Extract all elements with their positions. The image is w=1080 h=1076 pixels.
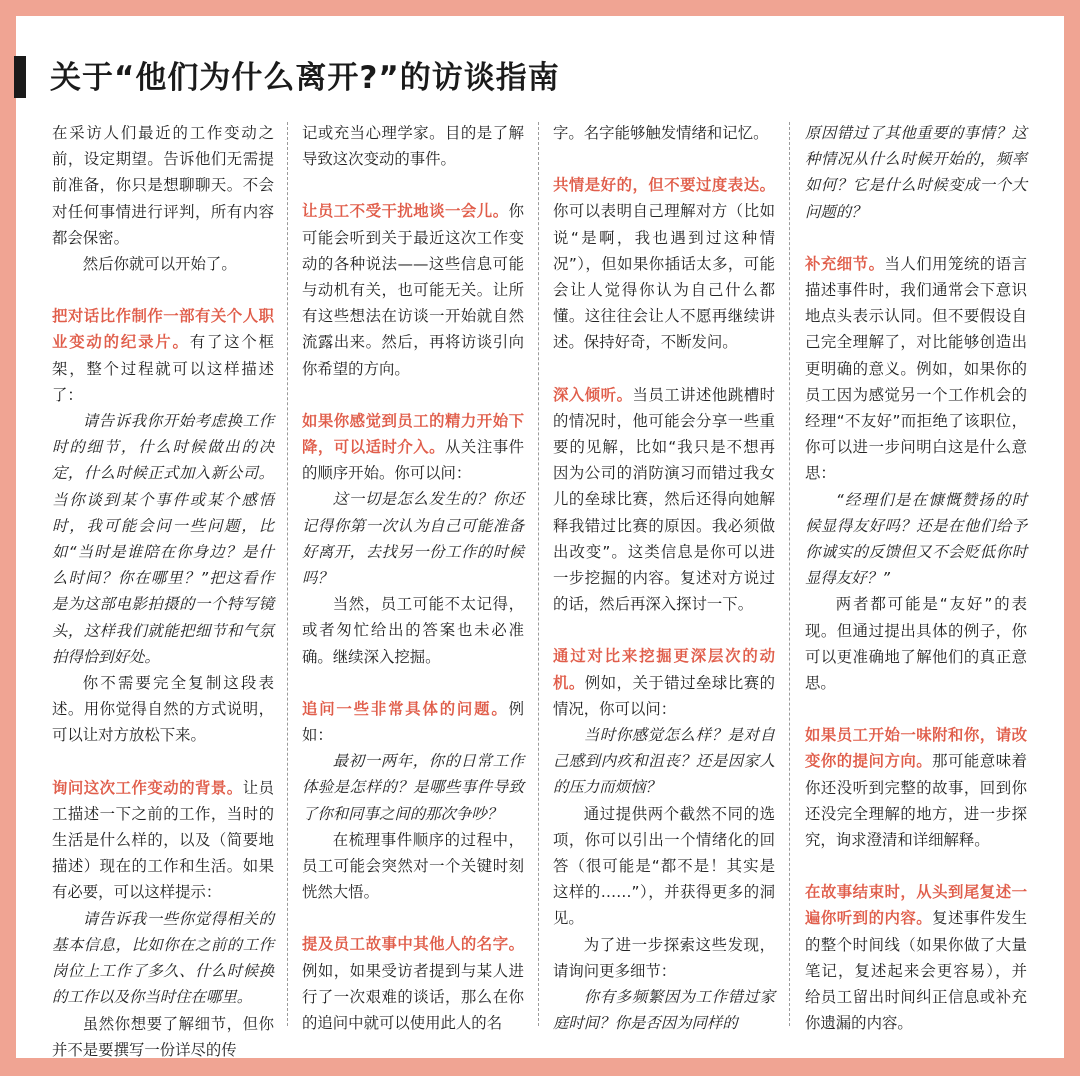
paragraph: 为了进一步探索这些发现，请询问更多细节： [553, 935, 775, 980]
paragraph: 通过提供两个截然不同的选项，你可以引出一个情绪化的回答（很可能是“都不是！其实是这样的……”），并获得更多的洞见。 [553, 804, 775, 928]
column-3 [553, 120, 775, 1037]
example-quote: 你有多频繁因为工作错过家庭时间？你是否因为同样的 [553, 988, 775, 1033]
section-heading: 通过对比来挖掘更深层次的动机。 [553, 647, 775, 692]
paragraph: 深入倾听。当员工讲述他跳槽时的情况时，他可能会分享一些重要的见解，比如“我只是不想再因为公司的消防演习而错过我女儿的垒球比赛，然后还得向她解释我错过比赛的原因。我必须做出改变”。这类信息是你可以进一步挖掘的内容。复述对方说过的话，然后再深入探讨一下。 [553, 385, 775, 614]
paragraph: 把对话比作制作一部有关个人职业变动的纪录片。有了这个框架，整个过程就可以这样描述了： [52, 307, 274, 404]
paragraph: 共情是好的，但不要过度表达。你可以表明自己理解对方（比如说“是啊，我也遇到过这种情况”），但如果你插话太多，可能会让人觉得你认为自己什么都懂。这往往会让人不愿再继续讲述。保持好奇，不断发问。 [553, 176, 775, 352]
section-heading: 让员工不受干扰地谈一会儿。 [302, 202, 509, 221]
paragraph: 补充细节。当人们用笼统的语言描述事件时，我们通常会下意识地点头表示认同。但不要假设自己完全理解了，对比能够创造出更明确的意义。例如，如果你的员工因为感觉另一个工作机会的经理“不友好”而拒绝了该职位，你可以进一步问明白这是什么意思： [805, 254, 1027, 483]
paragraph: 询问这次工作变动的背景。让员工描述一下之前的工作，当时的生活是什么样的，以及（简要地描述）现在的工作和生活。如果有必要，可以这样提示： [52, 778, 274, 902]
column-divider [789, 122, 790, 1026]
section-heading: 如果你感觉到员工的精力开始下降，可以适时介入。 [302, 411, 524, 457]
paragraph: 让员工不受干扰地谈一会儿。你可能会听到关于最近这次工作变动的各种说法——这些信息可能与动机有关，也可能无关。让所有这些想法在访谈一开始就自然流露出来。然后，再将访谈引向你希望的方向。 [302, 202, 524, 378]
example-quote: 原因错过了其他重要的事情？这种情况从什么时候开始的，频率如何？它是什么时候变成一个大问题的？ [805, 124, 1027, 221]
section-heading: 如果员工开始一味附和你，请改变你的提问方向。 [805, 726, 1027, 771]
section-heading: 询问这次工作变动的背景。 [52, 778, 243, 797]
paragraph: 你不需要完全复制这段表述。用你觉得自然的方式说明，可以让对方放松下来。 [52, 674, 274, 745]
column-1 [52, 120, 274, 1063]
page-title: 关于“他们为什么离开?”的访谈指南 [50, 60, 560, 96]
column-divider [538, 122, 539, 1026]
paragraph: 如果你感觉到员工的精力开始下降，可以适时介入。从关注事件的顺序开始。你可以问： [302, 411, 524, 483]
paragraph: 通过对比来挖掘更深层次的动机。例如，关于错过垒球比赛的情况，你可以问： [553, 647, 775, 718]
section-heading: 提及员工故事中其他人的名字。 [302, 935, 524, 954]
paragraph: 虽然你想要了解细节，但你并不是要撰写一份详尽的传 [52, 1014, 274, 1059]
paragraph: 在梳理事件顺序的过程中，员工可能会突然对一个关键时刻恍然大悟。 [302, 830, 524, 902]
example-quote: 这一切是怎么发生的？你还记得你第一次认为自己可能准备好离开，去找另一份工作的时候吗？ [302, 490, 524, 588]
example-quote: 请告诉我你开始考虑换工作时的细节，什么时候做出的决定，什么时候正式加入新公司。当你谈到某个事件或某个感悟时，我可能会问一些问题，比如“当时是谁陪在你身边？是什么时间？你在哪里？”把这看作是为这部电影拍摄的一个特写镜头，这样我们就能把细节和气氛拍得恰到好处。 [52, 412, 274, 666]
example-quote: 最初一两年，你的日常工作体验是怎样的？是哪些事件导致了你和同事之间的那次争吵？ [302, 752, 524, 823]
section-heading: 深入倾听。 [553, 385, 633, 404]
paragraph: 提及员工故事中其他人的名字。例如，如果受访者提到与某人进行了一次艰难的谈话，那么在你的追问中就可以使用此人的名 [302, 935, 524, 1033]
section-heading: 补充细节。 [805, 254, 885, 273]
section-heading: 在故事结束时，从头到尾复述一遍你听到的内容。 [805, 883, 1027, 928]
paragraph: 字。名字能够触发情绪和记忆。 [553, 124, 769, 142]
paragraph: 当然，员工可能不太记得，或者匆忙给出的答案也未必准确。继续深入挖掘。 [302, 595, 524, 666]
example-quote: 请告诉我一些你觉得相关的基本信息，比如你在之前的工作岗位上工作了多久、什么时候换的工作以及你当时住在哪里。 [52, 909, 274, 1007]
section-heading: 追问一些非常具体的问题。 [302, 699, 509, 718]
paragraph: 追问一些非常具体的问题。例如： [302, 699, 524, 745]
title-accent-bar [14, 56, 26, 98]
column-2 [302, 120, 524, 1036]
paragraph: 然后你就可以开始了。 [82, 255, 237, 274]
example-quote: “经理们是在慷慨赞扬的时候显得友好吗？还是在他们给予你诚实的反馈但又不会贬低你时显得友好？” [805, 490, 1027, 588]
paragraph: 如果员工开始一味附和你，请改变你的提问方向。那可能意味着你还没听到完整的故事，回到你还没完全理解的地方，进一步探究，询求澄清和详细解释。 [805, 726, 1027, 850]
paragraph: 在采访人们最近的工作变动之前，设定期望。告诉他们无需提前准备，你只是想聊聊天。不会对任何事情进行评判，所有内容都会保密。 [52, 124, 274, 247]
section-heading: 共情是好的，但不要过度表达。 [553, 176, 775, 195]
paragraph: 在故事结束时，从头到尾复述一遍你听到的内容。复述事件发生的整个时间线（如果你做了大量笔记，复述起来会更容易），并给员工留出时间纠正信息或补充你遗漏的内容。 [805, 883, 1027, 1033]
column-4 [805, 120, 1027, 1037]
column-divider [287, 122, 288, 1026]
example-quote: 当时你感觉怎么样？是对自己感到内疚和沮丧？还是因家人的压力而烦恼？ [553, 726, 775, 797]
section-heading: 把对话比作制作一部有关个人职业变动的纪录片。 [52, 307, 274, 352]
paragraph: 两者都可能是“友好”的表现。但通过提出具体的例子，你可以更准确地了解他们的真正意思。 [805, 595, 1027, 693]
paragraph: 记或充当心理学家。目的是了解导致这次变动的事件。 [302, 124, 524, 169]
